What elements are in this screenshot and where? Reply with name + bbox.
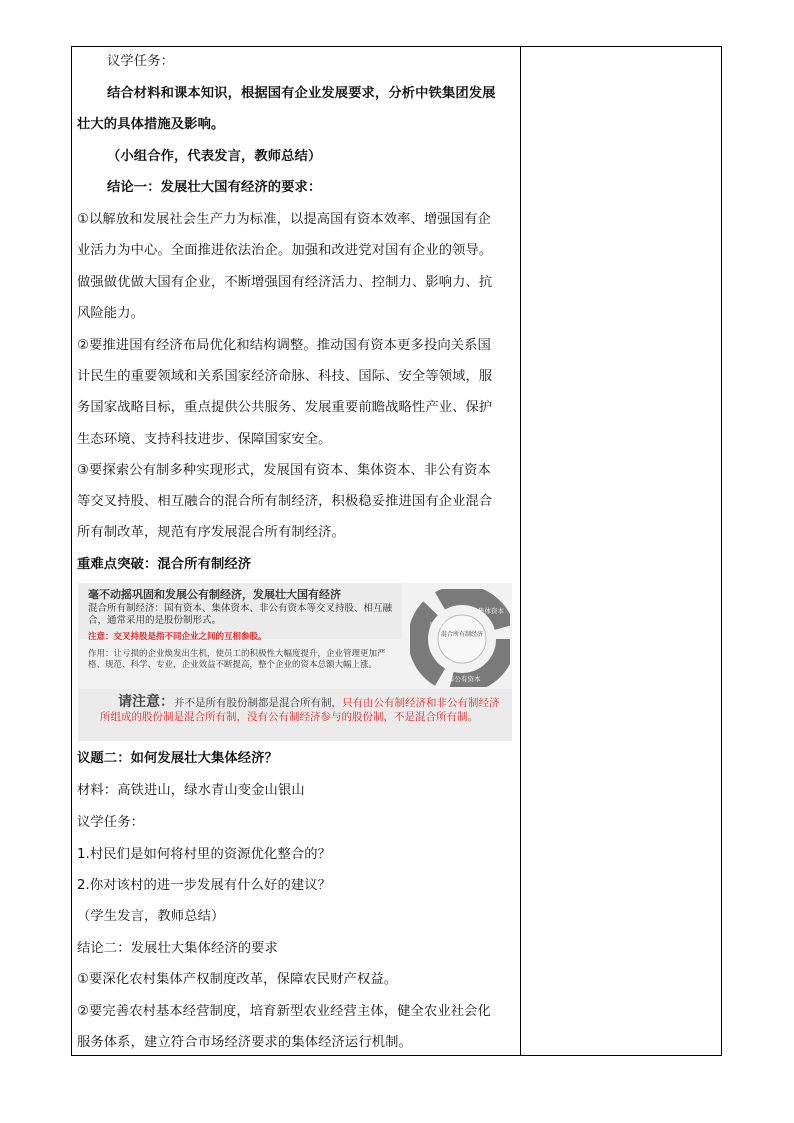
task-text-1: 结合材料和课本知识，根据国有企业发展要求，分析中铁集团发展 xyxy=(107,86,496,101)
conclusion-1-title: 结论一：发展壮大国有经济的要求： xyxy=(107,180,322,195)
ownership-ring-diagram xyxy=(410,589,510,687)
para-3-line-2: 等交叉持股、相互融合的混合所有制经济，积极稳妥推进国有企业混合 xyxy=(77,494,493,509)
conclusion-2-line-2: ②要完善农村基本经营制度，培育新型农业经营主体，健全农业社会化 xyxy=(77,1004,491,1019)
para-3-line-1: ③要探索公有制多种实现形式，发展国有资本、集体资本、非公有资本 xyxy=(77,463,491,478)
diagram-seg-1: 国有资本 xyxy=(430,621,456,629)
para-1-line-2: 业活力为中心。全面推进依法治企。加强和改进党对国有企业的领导。 xyxy=(77,243,493,258)
diagram-seg-3: 非公有资本 xyxy=(448,675,481,683)
mixed-ownership-slide xyxy=(78,583,512,741)
para-2-line-1: ②要推进国有经济布局优化和结构调整。推动国有资本更多投向关系国 xyxy=(77,338,491,353)
slide-definition: 混合所有制经济：国有资本、集体资本、非公有资本等交叉持股、相互融合，通常采用的是股份制形式。 xyxy=(88,603,393,626)
para-2-line-4: 生态环境、支持科技进步、保障国家安全。 xyxy=(77,432,332,447)
conclusion-2-line-3: 服务体系，建立符合市场经济要求的集体经济运行机制。 xyxy=(77,1035,412,1050)
attention-title: 请注意： xyxy=(118,694,174,710)
material-line: 材料：高铁进山，绿水青山变金山银山 xyxy=(77,783,305,798)
task-label: 议学任务： xyxy=(107,54,174,69)
para-1-line-1: ①以解放和发展社会生产力为标准，以提高国有资本效率、增强国有企 xyxy=(77,212,491,227)
group-note: （小组合作，代表发言，教师总结） xyxy=(107,149,322,164)
attention-red: 只有由公有制经济和非公有制经济所组成的股份制是混合所有制，没有公有制经济参与的股份制，不是混合所有制。 xyxy=(100,697,500,723)
slide-attention-text xyxy=(100,695,500,724)
para-3-line-3: 所有制改革，规范有序发展混合所有制经济。 xyxy=(77,525,345,540)
issue-2-heading: 议题二：如何发展壮大集体经济？ xyxy=(77,751,278,766)
para-2-line-2: 计民生的重要领域和关系国家经济命脉、科技、国际、安全等领域，服 xyxy=(77,369,493,384)
conclusion-2-line-1: ①要深化农村集体产权制度改革，保障农民财产权益。 xyxy=(77,972,398,987)
slide-note: 注意：交叉持股是指不同企业之间的互相参股。 xyxy=(88,632,267,642)
task-text-2: 壮大的具体措施及影响。 xyxy=(77,117,225,132)
diagram-seg-2: 集体资本 xyxy=(478,607,504,615)
student-note: （学生发言，教师总结） xyxy=(77,909,225,924)
conclusion-2-title: 结论二：发展壮大集体经济的要求 xyxy=(77,941,278,956)
para-2-line-3: 务国家战略目标，重点提供公共服务、发展重要前瞻战略性产业、保护 xyxy=(77,400,493,415)
para-1-line-4: 风险能力。 xyxy=(77,306,144,321)
task-label-2: 议学任务： xyxy=(77,815,144,830)
question-1: 1.村民们是如何将村里的资源优化整合的？ xyxy=(77,847,332,862)
diagram-center-label: 混合所有制经济 xyxy=(440,631,484,638)
slide-heading: 毫不动摇巩固和发展公有制经济，发展壮大国有经济 xyxy=(88,588,341,601)
column-divider xyxy=(520,47,521,1055)
slide-effect: 作用：让亏损的企业焕发出生机，使员工的积极性大幅度提升，企业管理更加严格、规范、科学、专业，企业效益不断提高，整个企业的资本总额大幅上涨。 xyxy=(88,649,386,670)
attention-black: 并不是所有股份制都是混合所有制， xyxy=(174,697,342,709)
para-1-line-3: 做强做优做大国有企业，不断增强国有经济活力、控制力、影响力、抗 xyxy=(77,275,493,290)
key-point-heading: 重难点突破：混合所有制经济 xyxy=(77,557,252,572)
question-2: 2.你对该村的进一步发展有什么好的建议？ xyxy=(77,878,332,893)
